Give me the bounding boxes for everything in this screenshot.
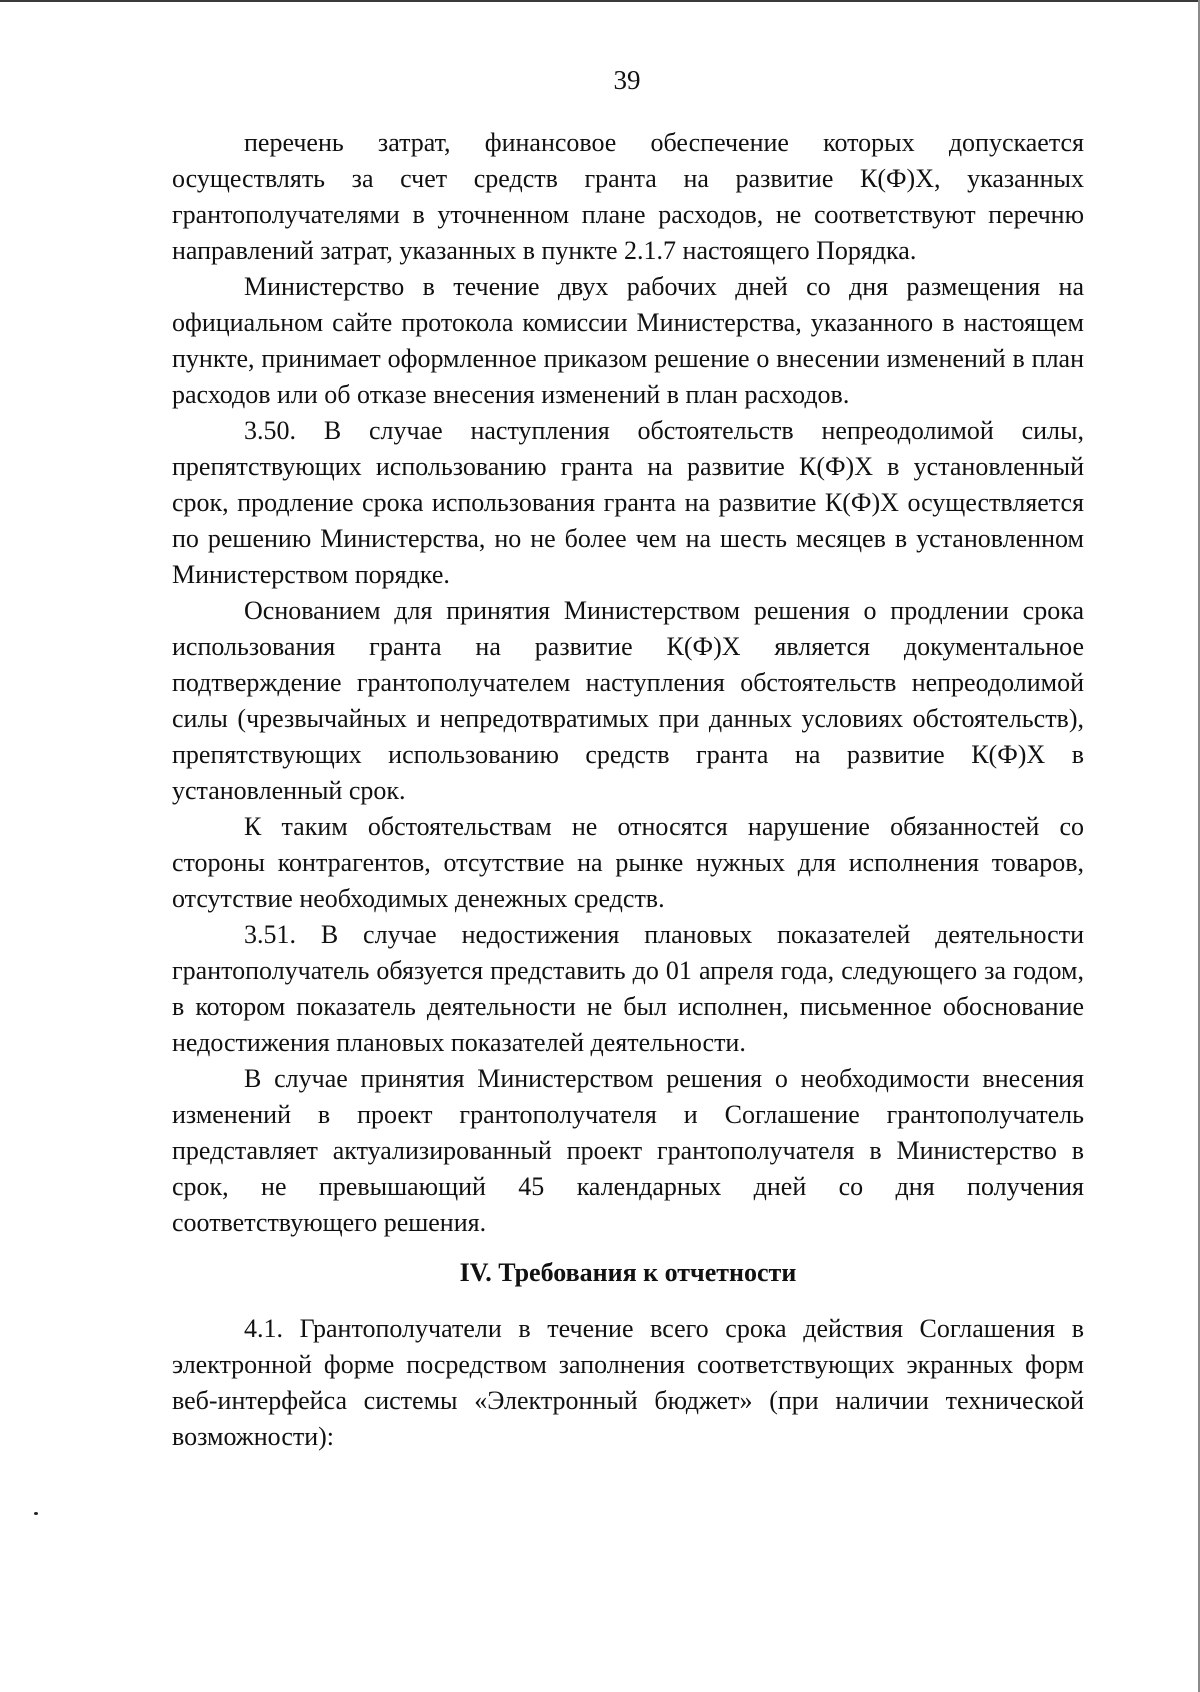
paragraph: Министерство в течение двух рабочих дней со дня размещения на официальном сайте протокола комиссии Министерства, указанного в настоящем пункте, принимает оформленное приказом решение о внесении изменений в план расходов или об отказе внесения изменений в план расходов. — [172, 272, 1084, 409]
page-number: 39 — [613, 65, 641, 95]
document-body — [172, 125, 1084, 1455]
paragraph: 3.51. В случае недостижения плановых показателей деятельности грантополучатель обязуется представить до 01 апреля года, следующего за годом, в котором показатель деятельности не был исполнен, письменное обоснование недостижения плановых показателей деятельности. — [172, 920, 1084, 1057]
paragraph: 4.1. Грантополучатели в течение всего срока действия Соглашения в электронной форме посредством заполнения соответствующих экранных форм веб-интерфейса системы «Электронный бюджет» (при наличии технической возможности): — [172, 1314, 1084, 1451]
scan-speck — [34, 1512, 38, 1515]
paragraph: перечень затрат, финансовое обеспечение которых допускается осуществлять за счет средств гранта на развитие К(Ф)Х, указанных грантополучателями в уточненном плане расходов, не соответствуют перечню направлений затрат, указанных в пункте 2.1.7 настоящего Порядка. — [172, 128, 1084, 265]
paragraph: Основанием для принятия Министерством решения о продлении срока использования гранта на развитие К(Ф)Х является документальное подтверждение грантополучателем наступления обстоятельств непреодолимой силы (чрезвычайных и непредотвратимых при данных условиях обстоятельств), препятствующих использованию средств гранта на развитие К(Ф)Х в установленный срок. — [172, 596, 1084, 805]
paragraph: 3.50. В случае наступления обстоятельств непреодолимой силы, препятствующих использованию гранта на развитие К(Ф)Х в установленный срок, продление срока использования гранта на развитие К(Ф)Х осуществляется по решению Министерства, но не более чем на шесть месяцев в установленном Министерством порядке. — [172, 416, 1084, 589]
scan-edge-top — [0, 0, 1200, 2]
paragraph: К таким обстоятельствам не относятся нарушение обязанностей со стороны контрагентов, отсутствие на рынке нужных для исполнения товаров, отсутствие необходимых денежных средств. — [172, 812, 1084, 913]
section-heading: IV. Требования к отчетности — [459, 1258, 797, 1287]
paragraph: В случае принятия Министерством решения о необходимости внесения изменений в проект грантополучателя и Соглашение грантополучатель представляет актуализированный проект грантополучателя в Министерство в срок, не превышающий 45 календарных дней со дня получения соответствующего решения. — [172, 1064, 1084, 1237]
